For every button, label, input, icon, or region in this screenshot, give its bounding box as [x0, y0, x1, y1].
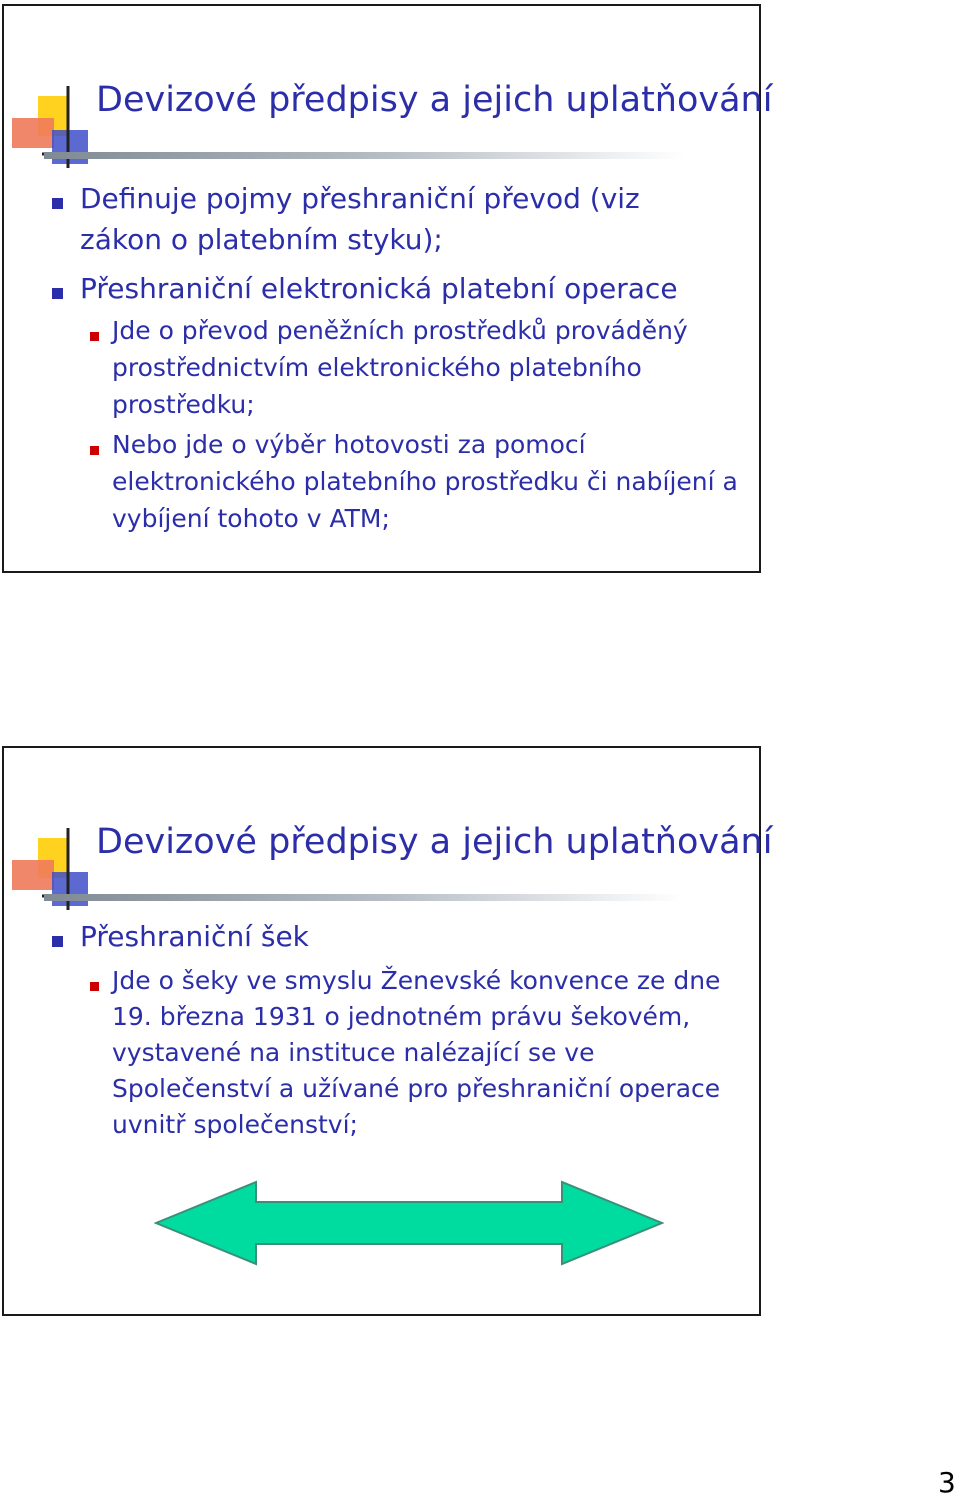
slide-title: Devizové předpisy a jejich uplatňování: [96, 822, 773, 862]
slide-title: Devizové předpisy a jejich uplatňování: [96, 80, 773, 120]
double-arrow-icon: [154, 1180, 664, 1266]
sub-bullet-marker: [90, 982, 99, 991]
sub-bullet-text: Jde o převod peněžních prostředků prováděný prostřednictvím elektronického platebního prostředku;: [112, 316, 688, 419]
bullet-marker: [52, 198, 63, 209]
title-divider: [44, 152, 684, 159]
bullet-marker: [52, 288, 63, 299]
sub-bullet-marker: [90, 446, 99, 455]
bullet-marker: [52, 936, 63, 947]
bullet-text: Definuje pojmy přeshraniční převod (viz zákon o platebním styku);: [80, 182, 640, 256]
bullet-text: Přeshraniční šek: [80, 920, 309, 953]
title-divider: [44, 894, 684, 901]
sub-bullet-marker: [90, 332, 99, 341]
bullet-text: Přeshraniční elektronická platební operace: [80, 272, 678, 305]
slide-1: [2, 4, 773, 573]
page-number: 3: [938, 1466, 956, 1499]
sub-bullet-text: Nebo jde o výběr hotovosti za pomocí elektronického platebního prostředku či nabíjení a vybíjení tohoto v ATM;: [112, 430, 738, 533]
slide-2: [2, 746, 773, 1316]
sub-bullet-text: Jde o šeky ve smyslu Ženevské konvence ze dne 19. března 1931 o jednotném právu šekovém, vystavené na instituce nalézající se ve Společenství a užívané pro přeshraniční operace uvnitř společenství;: [112, 966, 721, 1139]
